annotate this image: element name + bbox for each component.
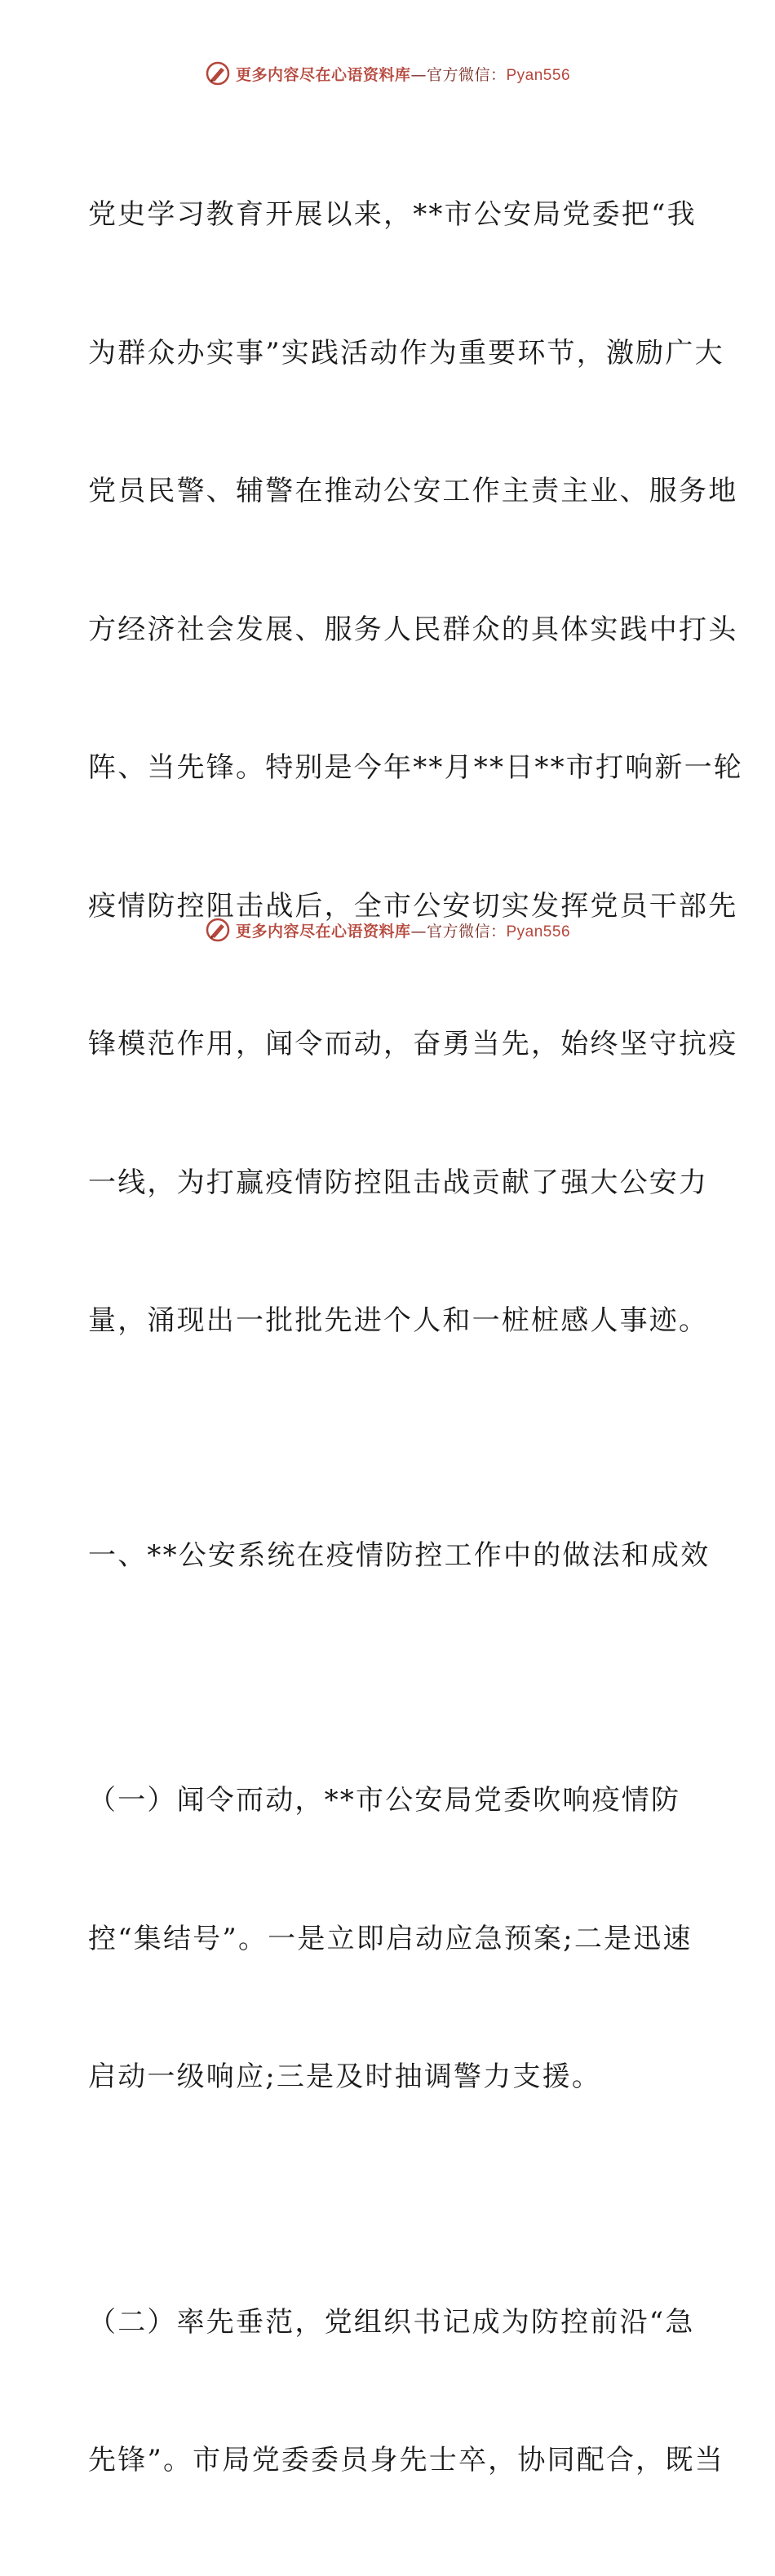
text-line: 疫情防控阻击战后，全市公安切实发挥党员干部先	[88, 889, 738, 923]
banner-wechat-label: 官方微信：	[426, 922, 507, 941]
section-2-paragraph	[80, 2207, 724, 2576]
text-line: 锋模范作用，闻令而动，奋勇当先，始终坚守抗疫	[88, 1028, 738, 1060]
text-line: 党史学习教育开展以来，**市公安局党委把“我	[88, 198, 697, 231]
banner-site-name: 更多内容尽在心语资料库	[235, 922, 411, 941]
footer-banner	[0, 914, 775, 946]
text-line: 为群众办实事”实践活动作为重要环节，激励广大	[88, 336, 724, 370]
banner-dash: —	[410, 65, 427, 84]
text-line: 量，涌现出一批批先进个人和一桩桩感人事迹。	[88, 1304, 709, 1337]
banner-site-name: 更多内容尽在心语资料库	[235, 65, 411, 84]
section-heading	[80, 1441, 711, 1671]
banner-text	[236, 919, 570, 941]
text-line: 一线，为打赢疫情防控阻击战贡献了强大公安力	[88, 1166, 709, 1199]
text-line: 先锋”。市局党委委员身先士卒，协同配合，既当	[88, 2444, 724, 2476]
text-line: 启动一级响应;三是及时抽调警力支援。	[88, 2060, 602, 2093]
document-body	[80, 100, 743, 2576]
text-line: 阵、当先锋。特别是今年**月**日**市打响新一轮	[88, 751, 743, 784]
pen-logo-icon	[205, 60, 231, 86]
text-line: （一）闻令而动，**市公安局党委吹响疫情防	[88, 1784, 681, 1817]
text-line: 方经济社会发展、服务人民群众的具体实践中打头	[88, 613, 738, 646]
header-banner	[0, 57, 775, 90]
banner-wechat-id: Pyan556	[506, 923, 571, 941]
text-line: （二）率先垂范，党组织书记成为防控前沿“急	[88, 2305, 695, 2339]
heading-line: 一、**公安系统在疫情防控工作中的做法和成效	[88, 1538, 711, 1572]
section-1-paragraph	[80, 1685, 700, 2193]
intro-paragraph	[80, 100, 743, 1436]
banner-wechat-id: Pyan556	[506, 66, 571, 84]
pen-logo-icon	[205, 917, 231, 943]
banner-dash: —	[410, 922, 427, 941]
banner-wechat-label: 官方微信：	[426, 65, 507, 84]
banner-text	[236, 63, 570, 85]
text-line: 控“集结号”。一是立即启动应急预案;二是迅速	[88, 1922, 693, 1955]
text-line: 党员民警、辅警在推动公安工作主责主业、服务地	[88, 475, 738, 507]
